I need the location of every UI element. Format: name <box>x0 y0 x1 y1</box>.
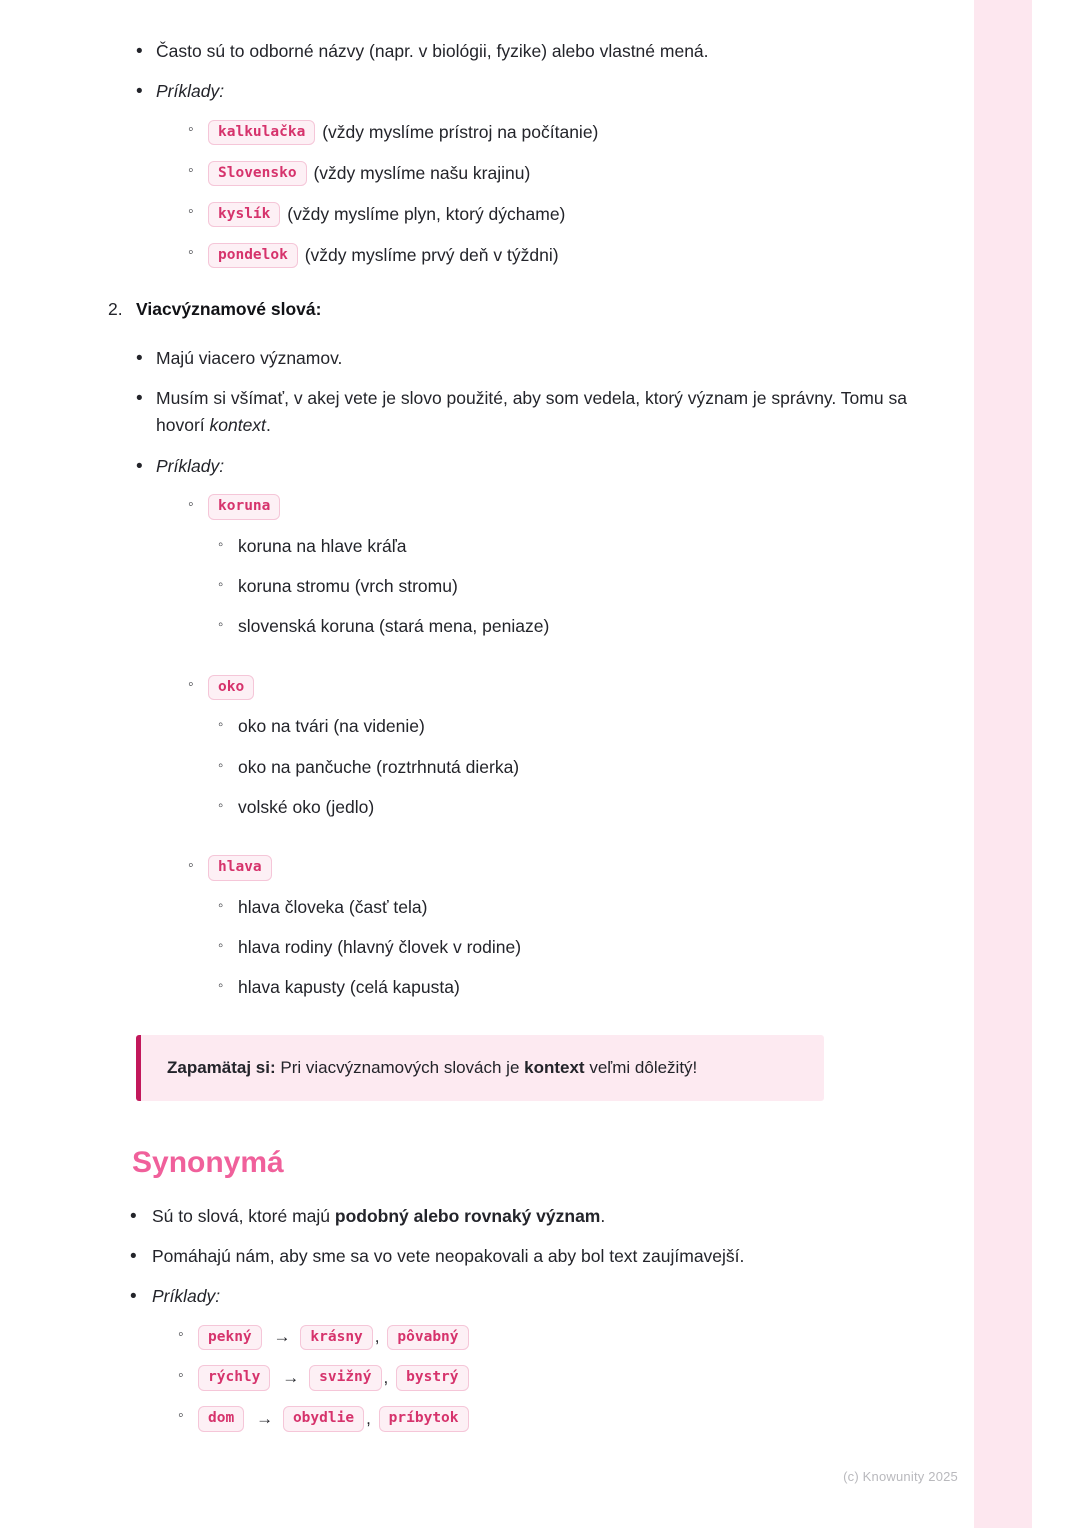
document-content <box>48 0 974 1445</box>
term-note: (vždy myslíme prvý deň v týždni) <box>304 244 559 265</box>
list-item <box>88 854 934 881</box>
term-chip: hlava <box>208 855 272 881</box>
list-item-emphasis: podobný alebo rovnaký význam <box>334 1205 601 1226</box>
synonym-chip: bystrý <box>396 1365 468 1391</box>
list-item: ◦ hlava kapusty (celá kapusta) <box>88 974 934 1001</box>
meaning-group <box>88 493 934 641</box>
list-item <box>88 1404 934 1432</box>
intro-examples-list <box>88 118 934 269</box>
list-item: ◦ hlava rodiny (hlavný človek v rodine) <box>88 934 934 961</box>
synonym-chip: obydlie <box>283 1406 364 1432</box>
list-item: ◦ oko na pančuche (roztrhnutá dierka) <box>88 754 934 781</box>
examples-label: Príklady: <box>156 81 225 102</box>
list-item: • Majú viacero významov. <box>88 345 934 372</box>
section-title: Viacvýznamové slová: <box>136 299 322 319</box>
document-page <box>48 0 1032 1528</box>
list-item <box>88 453 934 480</box>
callout-label: Zapamätaj si: <box>167 1058 276 1078</box>
callout-text: Pri viacvýznamových slovách je <box>275 1058 525 1078</box>
list-item-text-end: . <box>265 415 271 436</box>
list-item <box>88 1203 934 1230</box>
list-item <box>88 673 934 700</box>
separator: , <box>374 1327 380 1347</box>
list-item <box>88 200 934 228</box>
page-title-synonyms: Synonymá <box>132 1145 284 1179</box>
term-chip: Slovensko <box>208 161 307 187</box>
watermark: (c) Knowunity 2025 <box>843 1469 958 1484</box>
term-note: (vždy myslíme plyn, ktorý dýchame) <box>287 203 566 224</box>
list-item-text-end: . <box>600 1205 606 1226</box>
list-item-text: Musím si všímať, v akej vete je slovo použité, aby som vedela, ktorý význam je správny. Tomu sa hovorí <box>156 388 907 436</box>
arrow-icon: → <box>273 1327 291 1347</box>
term-chip: rýchly <box>198 1365 270 1391</box>
synonym-chip: krásny <box>300 1325 372 1351</box>
separator: , <box>366 1408 371 1428</box>
list-item: ◦ oko na tvári (na videnie) <box>88 713 934 740</box>
term-chip: dom <box>198 1406 244 1432</box>
list-item: ◦ volské oko (jedlo) <box>88 794 934 821</box>
term-note: (vždy myslíme našu krajinu) <box>313 163 531 183</box>
arrow-icon: → <box>256 1408 274 1428</box>
term-chip: pekný <box>198 1325 262 1351</box>
term-note: (vždy myslíme prístroj na počítanie) <box>322 122 599 143</box>
list-item: ◦ koruna stromu (vrch stromu) <box>88 573 934 600</box>
synonym-pairs-list <box>88 1323 934 1432</box>
callout-emphasis: kontext <box>524 1058 585 1078</box>
section-number: 2. <box>108 299 123 319</box>
list-item: ◦ koruna na hlave kráľa <box>88 533 934 560</box>
list-item <box>88 1283 934 1310</box>
synonym-chip: svižný <box>309 1365 381 1391</box>
separator: , <box>383 1367 389 1387</box>
list-item <box>88 1364 934 1392</box>
section-heading-2 <box>88 296 934 323</box>
list-item <box>88 159 934 187</box>
synonym-chip: pôvabný <box>387 1325 468 1351</box>
meaning-group <box>88 854 934 1002</box>
list-item-emphasis: kontext <box>209 415 266 436</box>
meaning-group <box>88 673 934 821</box>
examples-label: Príklady: <box>156 455 225 476</box>
list-item <box>88 241 934 269</box>
examples-label: Príklady: <box>152 1286 221 1307</box>
term-chip: koruna <box>208 494 280 520</box>
term-chip: kyslík <box>208 202 280 228</box>
page-side-strip <box>974 0 1032 1528</box>
list-item: ◦ slovenská koruna (stará mena, peniaze) <box>88 613 934 640</box>
list-item <box>88 385 934 439</box>
list-item-text: Sú to slová, ktoré majú <box>152 1205 335 1226</box>
term-chip: kalkulačka <box>208 120 315 146</box>
list-item <box>88 493 934 520</box>
remember-callout <box>136 1035 824 1101</box>
list-item: • Pomáhajú nám, aby sme sa vo vete neopakovali a aby bol text zaujímavejší. <box>88 1243 934 1270</box>
list-item <box>88 118 934 146</box>
list-item: • Často sú to odborné názvy (napr. v biológii, fyzike) alebo vlastné mená. <box>88 38 934 65</box>
term-chip: pondelok <box>208 243 298 269</box>
arrow-icon: → <box>282 1367 300 1387</box>
term-chip: oko <box>208 675 254 701</box>
list-item <box>88 1323 934 1351</box>
list-item <box>88 78 934 105</box>
callout-text-end: veľmi dôležitý! <box>584 1058 698 1078</box>
synonym-chip: príbytok <box>379 1406 469 1432</box>
list-item: ◦ hlava človeka (časť tela) <box>88 894 934 921</box>
